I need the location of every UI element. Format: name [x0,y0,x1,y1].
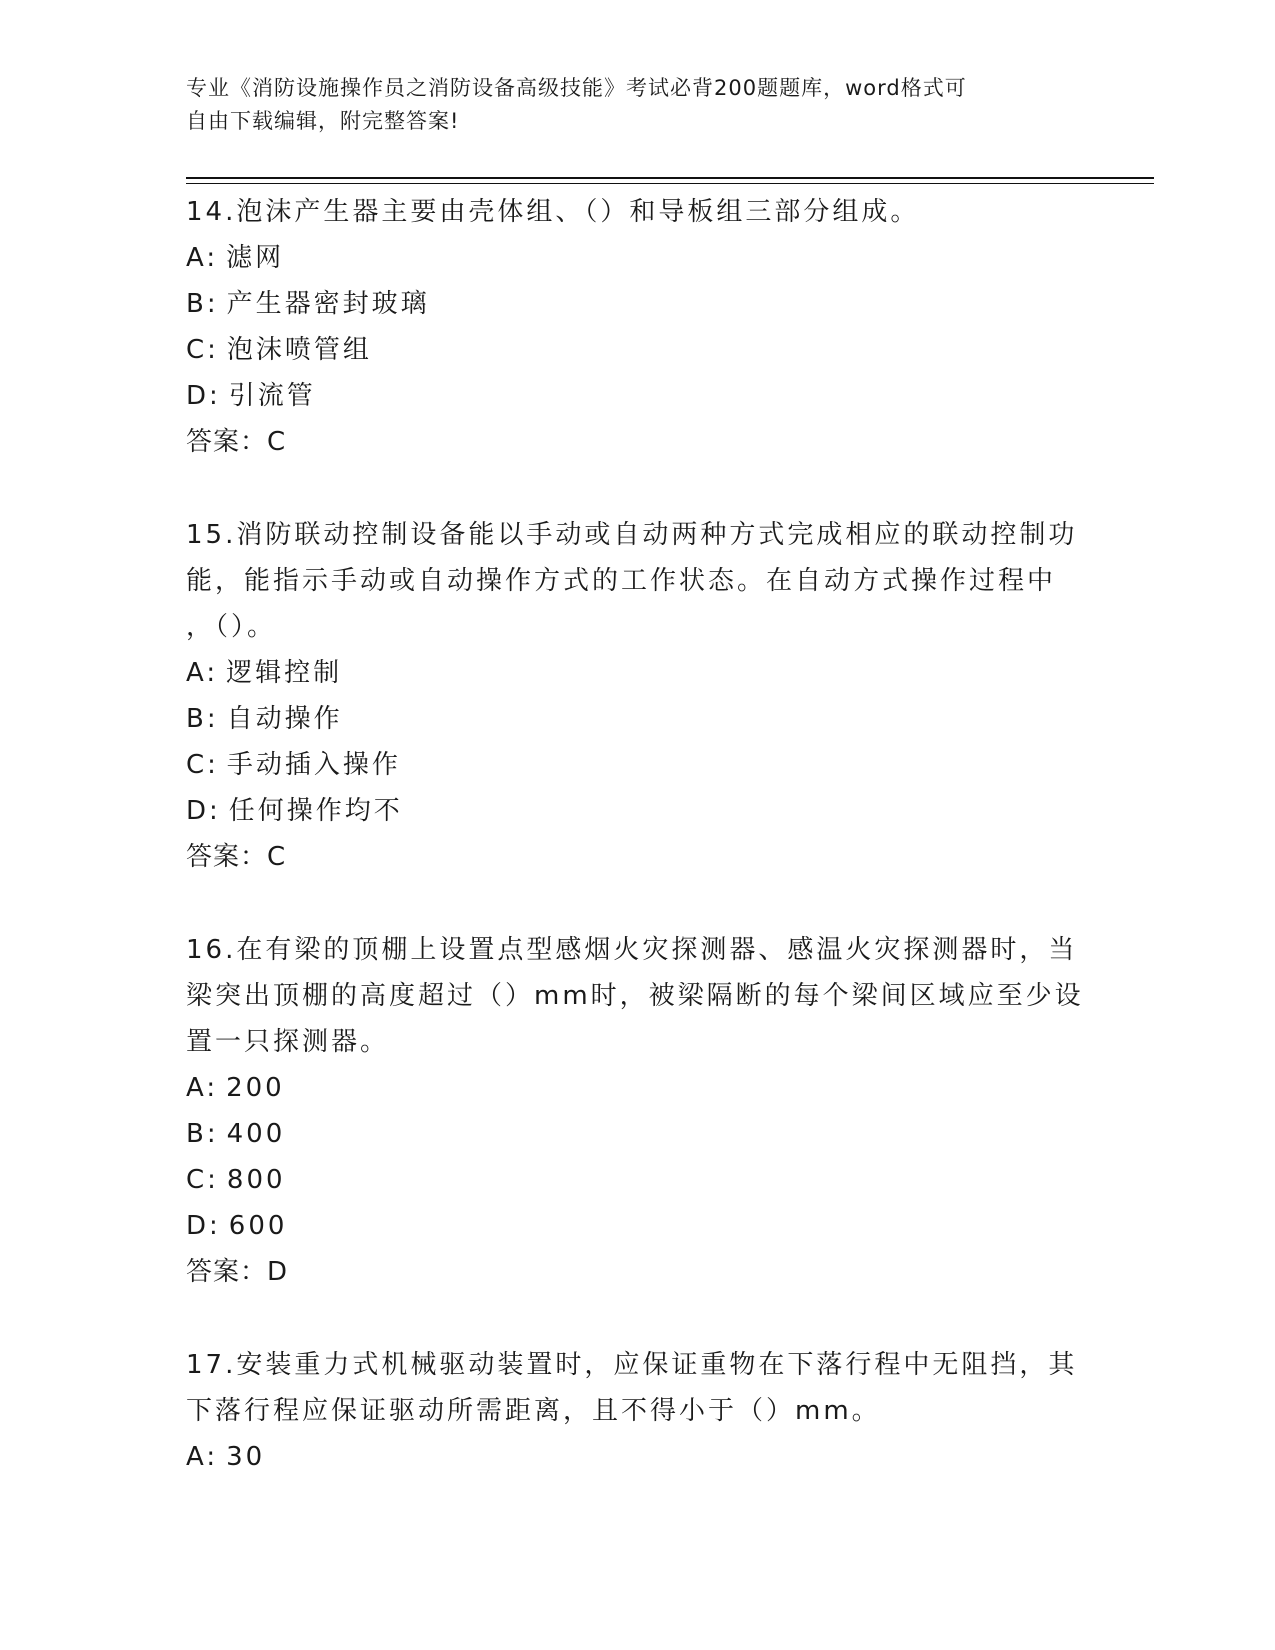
option-key: D: [186,796,221,826]
option-key: A: [186,243,219,273]
answer-option [186,742,1086,788]
option-key: B: [186,289,219,319]
header-line-2: 自由下载编辑，附完整答案! [186,109,460,133]
option-text: 泡沫喷管组 [226,335,372,365]
option-text: 600 [228,1211,288,1241]
question-stem-line: 下落行程应保证驱动所需距离，且不得小于（）mm。 [186,1396,881,1426]
option-text: 逻辑控制 [226,658,343,688]
option-text: 自动操作 [226,704,343,734]
option-key: D: [186,381,221,411]
question-stem-line: 梁突出顶棚的高度超过（）mm时，被梁隔断的每个梁间区域应至少设 [186,981,1084,1011]
answer-option [186,696,1086,742]
question-block [186,189,1086,465]
option-text: 200 [226,1073,285,1103]
answer-option [186,1157,1086,1203]
question-stem-line: 17.安装重力式机械驱动装置时，应保证重物在下落行程中无阻挡，其 [186,1350,1078,1380]
header-divider-thick [186,177,1154,179]
answer-line: 答案：C [186,842,287,872]
question-block [186,1342,1086,1480]
answer-option [186,373,1086,419]
option-text: 产生器密封玻璃 [226,289,430,319]
question-list [186,189,1086,1480]
option-key: A: [186,658,219,688]
question-stem-line: 能，能指示手动或自动操作方式的工作状态。在自动方式操作过程中 [186,566,1057,596]
option-key: C: [186,335,219,365]
answer-option [186,327,1086,373]
option-text: 800 [226,1165,286,1195]
option-key: B: [186,1119,219,1149]
option-text: 30 [226,1442,266,1472]
option-text: 引流管 [228,381,316,411]
question-stem-line: 15.消防联动控制设备能以手动或自动两种方式完成相应的联动控制功 [186,520,1078,550]
option-key: D: [186,1211,221,1241]
question-block [186,512,1086,880]
answer-option [186,281,1086,327]
answer-line: 答案：D [186,1257,289,1287]
answer-option [186,788,1086,834]
header-line-1: 专业《消防设施操作员之消防设备高级技能》考试必背200题题库，word格式可 [186,76,967,100]
document-header [186,72,1066,138]
option-key: B: [186,704,219,734]
answer-option [186,1434,1086,1480]
option-key: C: [186,750,219,780]
option-text: 任何操作均不 [228,796,403,826]
answer-option [186,650,1086,696]
question-stem-line: 14.泡沫产生器主要由壳体组、（）和导板组三部分组成。 [186,197,920,227]
answer-option [186,1111,1086,1157]
option-text: 滤网 [226,243,285,273]
answer-line: 答案：C [186,427,287,457]
question-stem-line: ，（）。 [186,612,277,642]
question-block [186,927,1086,1295]
option-text: 400 [226,1119,286,1149]
answer-option [186,1203,1086,1249]
option-text: 手动插入操作 [226,750,401,780]
answer-option [186,235,1086,281]
question-stem-line: 置一只探测器。 [186,1027,390,1057]
answer-option [186,1065,1086,1111]
option-key: A: [186,1073,219,1103]
header-divider-thin [186,183,1154,184]
option-key: A: [186,1442,219,1472]
question-stem-line: 16.在有梁的顶棚上设置点型感烟火灾探测器、感温火灾探测器时，当 [186,935,1078,965]
option-key: C: [186,1165,219,1195]
